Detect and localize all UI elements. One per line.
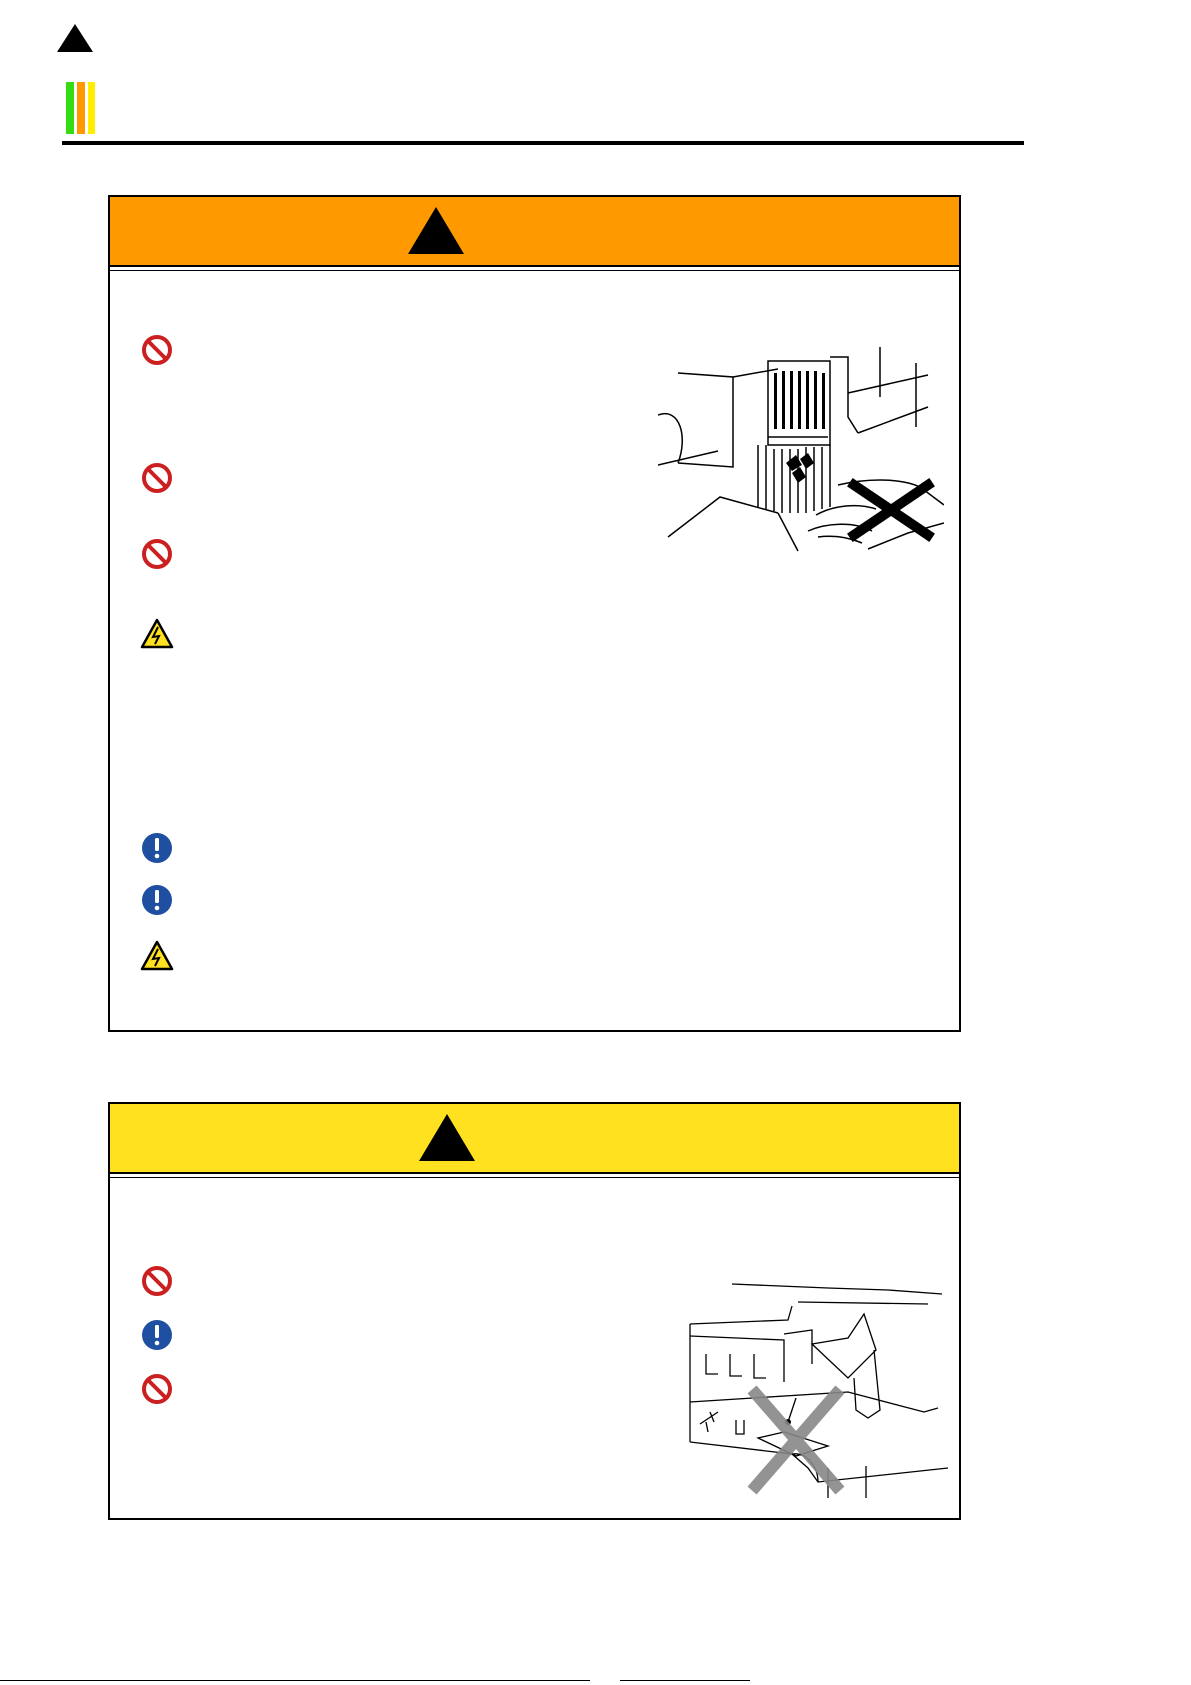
electric-shock-warning-icon bbox=[140, 939, 174, 973]
color-bar-green bbox=[66, 82, 74, 134]
mandatory-action-icon bbox=[140, 883, 174, 917]
footer-rule bbox=[620, 1680, 750, 1681]
warning-header bbox=[110, 197, 959, 267]
section-rule bbox=[62, 141, 1024, 145]
prohibition-icon bbox=[140, 461, 174, 495]
hazard-triangle-icon bbox=[408, 207, 464, 254]
electric-shock-warning-icon bbox=[140, 617, 174, 651]
footer-rule bbox=[0, 1680, 590, 1681]
hazard-triangle-icon bbox=[57, 24, 93, 52]
prohibition-icon bbox=[140, 537, 174, 571]
hazard-triangle-icon bbox=[419, 1114, 475, 1161]
warning-box bbox=[108, 195, 961, 1032]
color-bar-orange bbox=[77, 82, 85, 134]
color-bar-yellow bbox=[88, 82, 95, 134]
mandatory-action-icon bbox=[140, 831, 174, 865]
table-tools-illustration bbox=[688, 1282, 948, 1498]
prohibition-icon bbox=[140, 1372, 174, 1406]
caution-box bbox=[108, 1102, 961, 1520]
prohibition-icon bbox=[140, 333, 174, 367]
caution-header bbox=[110, 1104, 959, 1174]
machine-head-hand-illustration bbox=[658, 337, 944, 553]
mandatory-action-icon bbox=[140, 1318, 174, 1352]
prohibition-icon bbox=[140, 1264, 174, 1298]
